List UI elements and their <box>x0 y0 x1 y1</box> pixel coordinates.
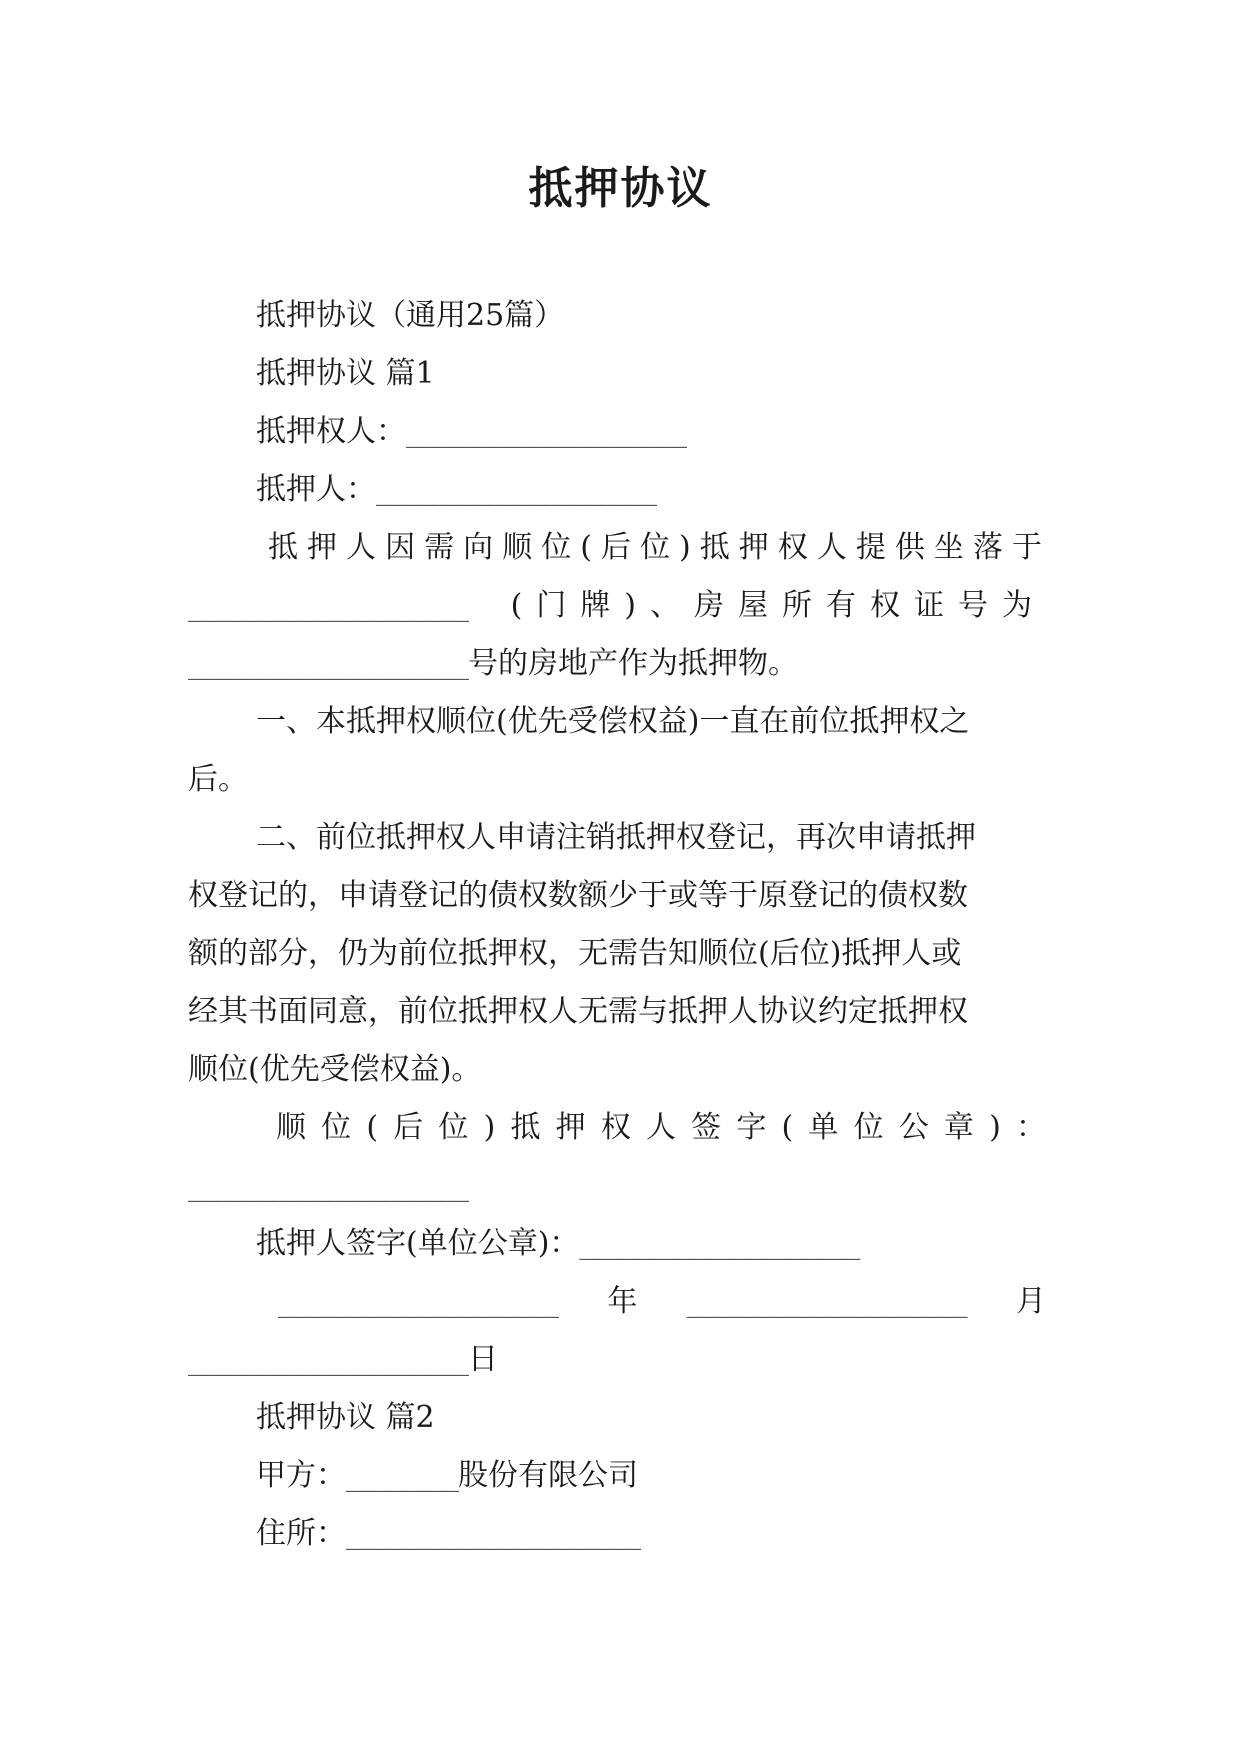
paragraph-line: 一、本抵押权顺位(优先受偿权益)一直在前位抵押权之 <box>256 704 970 739</box>
mortgagor-blank: ____________________ <box>376 472 656 507</box>
address-label: 住所： <box>256 1516 346 1551</box>
party-a-label: 甲方： <box>256 1458 346 1493</box>
paragraph-line <box>188 586 1046 626</box>
paragraph-text: (门牌)、房屋所有权证号为 <box>510 588 1046 623</box>
paragraph-line: 抵押人因需向顺位(后位)抵押权人提供坐落于 <box>268 530 1046 565</box>
section-heading-1: 抵押协议 篇1 <box>256 356 435 391</box>
mortgagor-line <box>256 470 656 510</box>
month-label: 月 <box>1015 1284 1046 1319</box>
paragraph-line: 顺位(优先受偿权益)。 <box>188 1052 482 1087</box>
certificate-blank: ____________________ <box>188 646 468 681</box>
address-field-blank: _____________________ <box>346 1516 640 1551</box>
mortgagor-signature-line <box>256 1224 859 1264</box>
mortgagor-label: 抵押人： <box>256 472 376 507</box>
paragraph-line: 权登记的，申请登记的债权数额少于或等于原登记的债权数 <box>188 878 968 913</box>
year-blank: ____________________ <box>278 1284 558 1319</box>
signature-line: 顺位(后位)抵押权人签字(单位公章)： <box>276 1110 1046 1145</box>
paragraph-line <box>188 644 798 684</box>
year-label: 年 <box>607 1284 638 1319</box>
mortgagee-blank: ____________________ <box>406 414 686 449</box>
section-heading-2: 抵押协议 篇2 <box>256 1400 435 1435</box>
party-a-suffix: 股份有限公司 <box>458 1458 638 1493</box>
paragraph-line: 二、前位抵押权人申请注销抵押权登记，再次申请抵押 <box>256 820 976 855</box>
party-a-line <box>256 1456 638 1496</box>
address-line <box>256 1514 640 1554</box>
mortgagee-label: 抵押权人： <box>256 414 406 449</box>
paragraph-text: 号的房地产作为抵押物。 <box>468 646 798 681</box>
signature-blank: ____________________ <box>188 1168 468 1203</box>
paragraph-line: 后。 <box>188 762 248 797</box>
mortgagor-signature-label: 抵押人签字(单位公章)： <box>256 1226 580 1261</box>
mortgagor-signature-blank: ____________________ <box>579 1226 860 1261</box>
day-label: 日 <box>468 1342 498 1377</box>
date-line <box>188 1340 498 1380</box>
subtitle-line: 抵押协议（通用25篇） <box>256 298 565 333</box>
paragraph-line: 额的部分，仍为前位抵押权，无需告知顺位(后位)抵押人或 <box>188 936 962 971</box>
mortgagee-line <box>256 412 686 452</box>
paragraph-line: 经其书面同意，前位抵押权人无需与抵押人协议约定抵押权 <box>188 994 968 1029</box>
document-title: 抵押协议 <box>528 163 713 214</box>
day-blank: ____________________ <box>188 1342 468 1377</box>
party-a-blank: ________ <box>346 1458 458 1493</box>
date-line <box>278 1282 1046 1322</box>
address-blank: ____________________ <box>188 588 468 623</box>
month-blank: ____________________ <box>686 1284 967 1319</box>
